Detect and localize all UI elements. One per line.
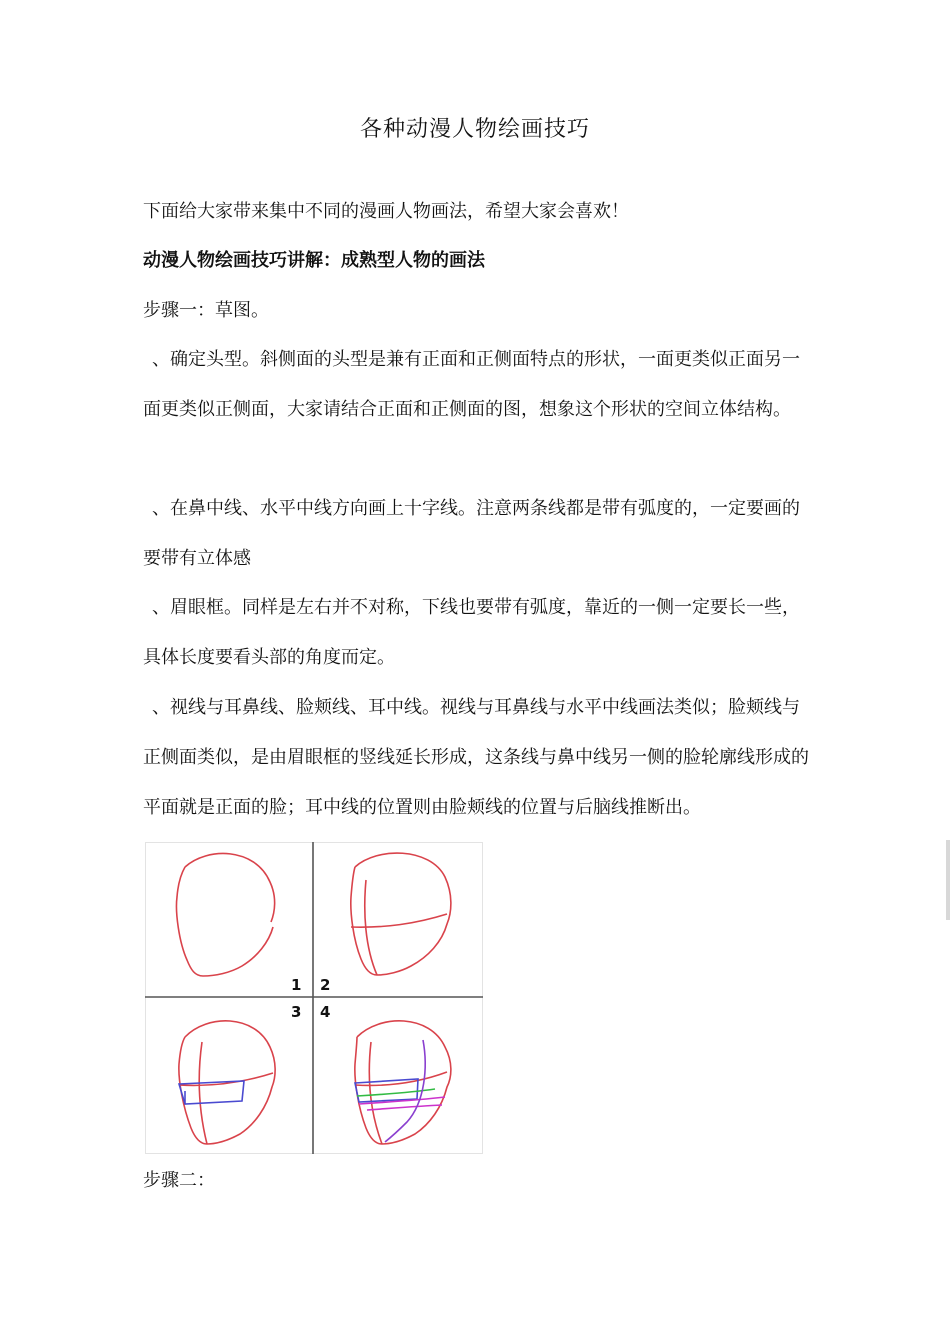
step1-item-eye-frame: 、眉眼框。同样是左右并不对称，下线也要带有弧度，靠近的一侧一定要长一些，具体长度要看头部的角度而定。: [143, 597, 800, 668]
step2-heading: 步骤二：: [143, 1170, 215, 1191]
head-sketch-svg: [145, 842, 483, 1154]
step1-item-head-shape: 、确定头型。斜侧面的头型是兼有正面和正侧面特点的形状，一面更类似正面另一面更类似正侧面，大家请结合正面和正侧面的图，想象这个形状的空间立体结构。: [143, 349, 800, 420]
page-edge-shadow: [946, 840, 950, 920]
panel-label-1: 1: [291, 976, 302, 994]
head-sketch-figure: [145, 842, 483, 1154]
step1-item-sight-lines: 、视线与耳鼻线、脸颊线、耳中线。视线与耳鼻线与水平中线画法类似；脸颊线与正侧面类似，是由眉眼框的竖线延长形成，这条线与鼻中线另一侧的脸轮廓线形成的平面就是正面的脸；耳中线的位置则由脸颊线的位置与后脑线推断出。: [143, 697, 809, 818]
intro-paragraph: 下面给大家带来集中不同的漫画人物画法，希望大家会喜欢！: [143, 201, 629, 222]
step1-heading: 步骤一：草图。: [143, 300, 269, 321]
panel-label-2: 2: [320, 976, 331, 994]
step1-item-cross-lines: 、在鼻中线、水平中线方向画上十字线。注意两条线都是带有弧度的，一定要画的要带有立体感: [143, 498, 800, 569]
panel-label-4: 4: [320, 1003, 331, 1021]
section-heading: 动漫人物绘画技巧讲解：成熟型人物的画法: [143, 250, 485, 271]
panel-label-3: 3: [291, 1003, 302, 1021]
document-title: 各种动漫人物绘画技巧: [359, 117, 590, 142]
